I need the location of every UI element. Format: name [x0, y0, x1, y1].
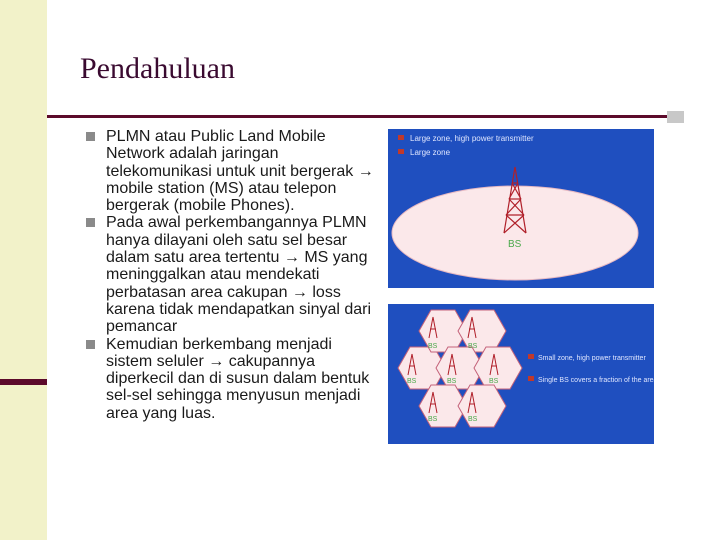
- square-bullet-icon: [86, 132, 95, 141]
- legend-marker-icon: [398, 135, 404, 140]
- large-zone-figure: [388, 129, 654, 288]
- cell-label: BS: [407, 378, 417, 385]
- bullet-list: [84, 128, 374, 422]
- square-bullet-icon: [86, 218, 95, 227]
- station-label: BS: [508, 239, 522, 250]
- slide-title: Pendahuluan: [80, 52, 235, 85]
- bullet-text: PLMN atau Public Land Mobile Network adalah jaringan telekomunikasi untuk unit bergerak → mobile station (MS) atau telepon bergerak (mobile Phones).: [106, 128, 374, 215]
- legend-text: Large zone, high power transmitter: [410, 134, 534, 143]
- legend-text: Large zone: [410, 148, 451, 157]
- legend-marker-icon: [528, 376, 534, 381]
- title-rule: [47, 115, 667, 118]
- legend-text: Small zone, high power transmitter: [538, 355, 646, 362]
- cell-label: BS: [428, 343, 438, 350]
- cell-label: BS: [468, 416, 478, 423]
- cell-label: BS: [428, 416, 438, 423]
- legend-marker-icon: [398, 149, 404, 154]
- small-zone-figure: [388, 304, 654, 444]
- legend-marker-icon: [528, 354, 534, 359]
- cell-label: BS: [468, 343, 478, 350]
- cell-label: BS: [489, 378, 499, 385]
- bullet-item: [84, 128, 374, 214]
- bullet-text: Kemudian berkembang menjadi sistem seluler → cakupannya diperkecil dan di susun dalam bentuk sel-sel sehingga menyusun menjadi area yang luas.: [106, 335, 370, 422]
- bullet-item: [84, 214, 374, 335]
- square-bullet-icon: [86, 340, 95, 349]
- legend-text: Single BS covers a fraction of the area: [538, 377, 654, 384]
- bullet-text: Pada awal perkembangannya PLMN hanya dilayani oleh satu sel besar dalam satu area tertentu → MS yang meninggalkan atau mendekati perbatasan area cakupan → loss karena tidak mendapatkan sinyal dari pemancar: [106, 214, 372, 336]
- left-band: [0, 0, 47, 540]
- coverage-zone: [392, 186, 638, 280]
- left-band-accent: [0, 379, 47, 385]
- bullet-item: [84, 336, 374, 422]
- cell-label: BS: [447, 378, 457, 385]
- title-rule-end: [667, 111, 684, 123]
